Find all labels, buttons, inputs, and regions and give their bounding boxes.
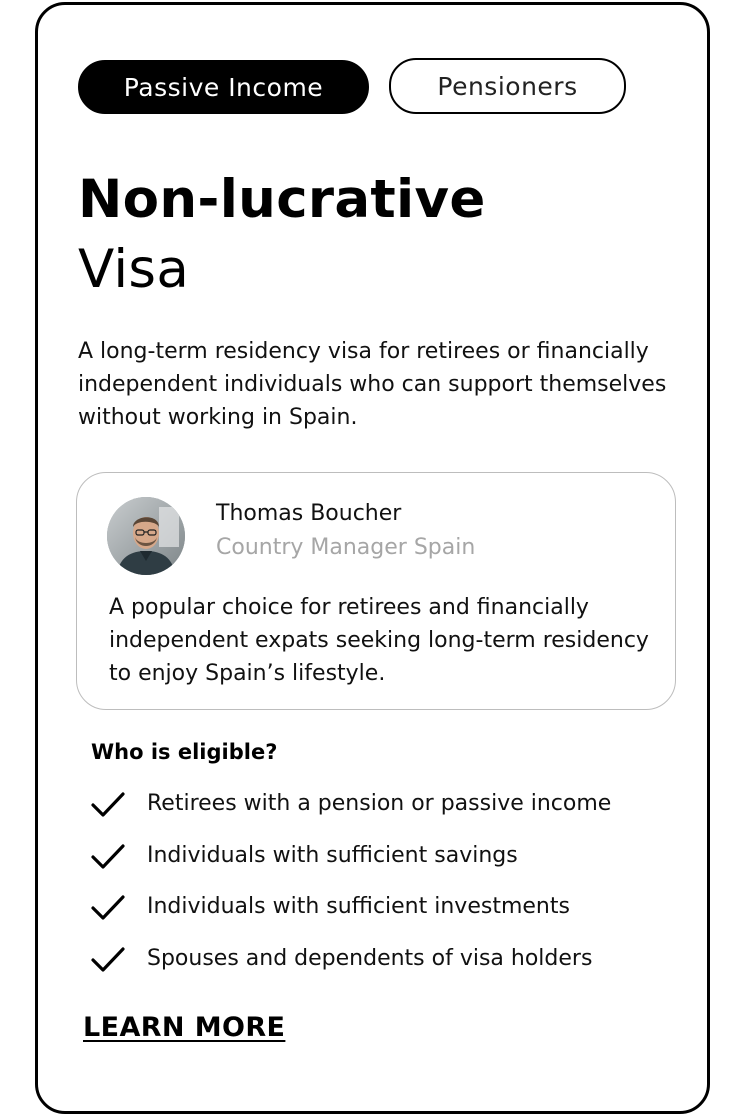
- testimonial-card: [76, 472, 676, 710]
- title-line-1: Non-lucrative: [78, 169, 486, 230]
- intro-text: A long-term residency visa for retirees or financially independent individuals who can support themselves without working in Spain.: [78, 339, 667, 430]
- avatar: [107, 497, 185, 575]
- avatar-image-icon: [107, 497, 185, 575]
- checkmark-icon: [91, 842, 125, 872]
- visa-card: [35, 2, 710, 1114]
- list-item: [91, 840, 611, 892]
- person-name: Thomas Boucher: [216, 501, 402, 526]
- title-line-2: Visa: [78, 239, 190, 300]
- tab-passive-income[interactable]: Passive Income: [78, 60, 369, 114]
- list-item: [91, 788, 611, 840]
- testimonial-quote: A popular choice for retirees and financially independent expats seeking long-term residency to enjoy Spain’s lifestyle.: [109, 595, 649, 686]
- page-title: [78, 165, 486, 305]
- checkmark-icon: [91, 945, 125, 975]
- eligibility-item-text: Spouses and dependents of visa holders: [147, 945, 593, 971]
- tab-pensioners[interactable]: Pensioners: [389, 58, 626, 114]
- tab-bar: [78, 60, 626, 114]
- eligibility-heading: Who is eligible?: [91, 740, 278, 764]
- checkmark-icon: [91, 790, 125, 820]
- list-item: [91, 891, 611, 943]
- person-role: Country Manager Spain: [216, 535, 476, 560]
- eligibility-item-text: Retirees with a pension or passive income: [147, 791, 612, 816]
- checkmark-icon: [91, 893, 125, 923]
- eligibility-list: [91, 788, 611, 994]
- eligibility-item-text: Individuals with sufficient savings: [147, 842, 518, 868]
- learn-more-link[interactable]: LEARN MORE: [83, 1012, 286, 1043]
- eligibility-item-text: Individuals with sufficient investments: [147, 894, 570, 919]
- list-item: [91, 943, 611, 995]
